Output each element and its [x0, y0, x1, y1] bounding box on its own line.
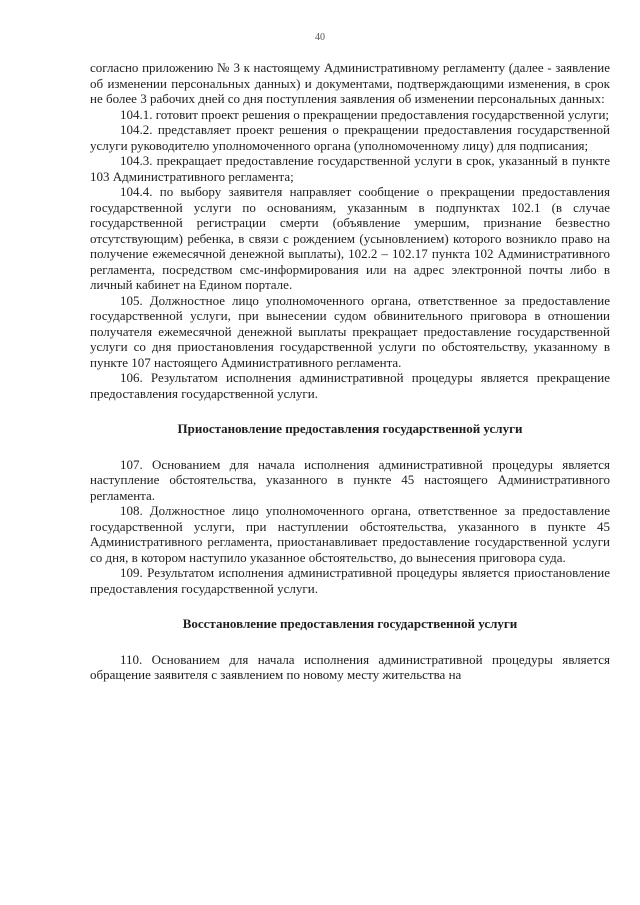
paragraph-106: 106. Результатом исполнения административной процедуры является прекращение предоставления государственной услуги. — [90, 370, 610, 401]
document-body — [90, 60, 610, 683]
page-number: 40 — [315, 32, 325, 43]
paragraph-104-4: 104.4. по выбору заявителя направляет сообщение о прекращении предоставления государственной услуги по основаниям, указанным в подпунктах 102.1 (в случае государственной регистрации смерти (объявление умершим, признание безвестно отсутствующим) ребенка, в связи с рождением (усыновлением) которого возникло право на получение ежемесячной денежной выплаты), 102.2 – 102.17 пункта 102 Административного регламента, посредством смс-информирования или на адрес электронной почты либо в личный кабинет на Едином портале. — [90, 184, 610, 292]
paragraph-110: 110. Основанием для начала исполнения административной процедуры является обращение заявителя с заявлением по новому месту жительства на — [90, 651, 610, 682]
paragraph-108: 108. Должностное лицо уполномоченного органа, ответственное за предоставление государственной услуги, при наступлении обстоятельства, указанного в пункте 45 Административного регламента, приостанавливает предоставление государственной услуги со дня, в котором наступило указанное обстоятельство, до вынесения приговора суда. — [90, 503, 610, 565]
paragraph-104-2: 104.2. представляет проект решения о прекращении предоставления государственной услуги руководителю уполномоченного органа (уполномоченному лицу) для подписания; — [90, 122, 610, 153]
paragraph-continuation: согласно приложению № 3 к настоящему Административному регламенту (далее - заявление об изменении персональных данных) и документами, подтверждающими изменения, в срок не более 3 рабочих дней со дня поступления заявления об изменении персональных данных: — [90, 60, 610, 106]
section-heading-suspension: Приостановление предоставления государственной услуги — [177, 421, 523, 436]
paragraph-104-3: 104.3. прекращает предоставление государственной услуги в срок, указанный в пункте 103 Административного регламента; — [90, 153, 610, 184]
section-heading-restoration: Восстановление предоставления государственной услуги — [182, 616, 518, 631]
paragraph-109: 109. Результатом исполнения административной процедуры является приостановление предоставления государственной услуги. — [90, 565, 610, 596]
paragraph-107: 107. Основанием для начала исполнения административной процедуры является наступление обстоятельства, указанного в пункте 45 настоящего Административного регламента. — [90, 456, 610, 503]
paragraph-104-1: 104.1. готовит проект решения о прекращении предоставления государственной услуги; — [120, 106, 610, 122]
paragraph-105: 105. Должностное лицо уполномоченного органа, ответственное за предоставление государственной услуги, при вынесении судом обвинительного приговора в отношении получателя ежемесячной денежной выплаты прекращает предоставление государственной услуги со дня приостановления государственной услуги по обстоятельству, указанному в пункте 107 настоящего Административного регламента. — [90, 292, 610, 370]
